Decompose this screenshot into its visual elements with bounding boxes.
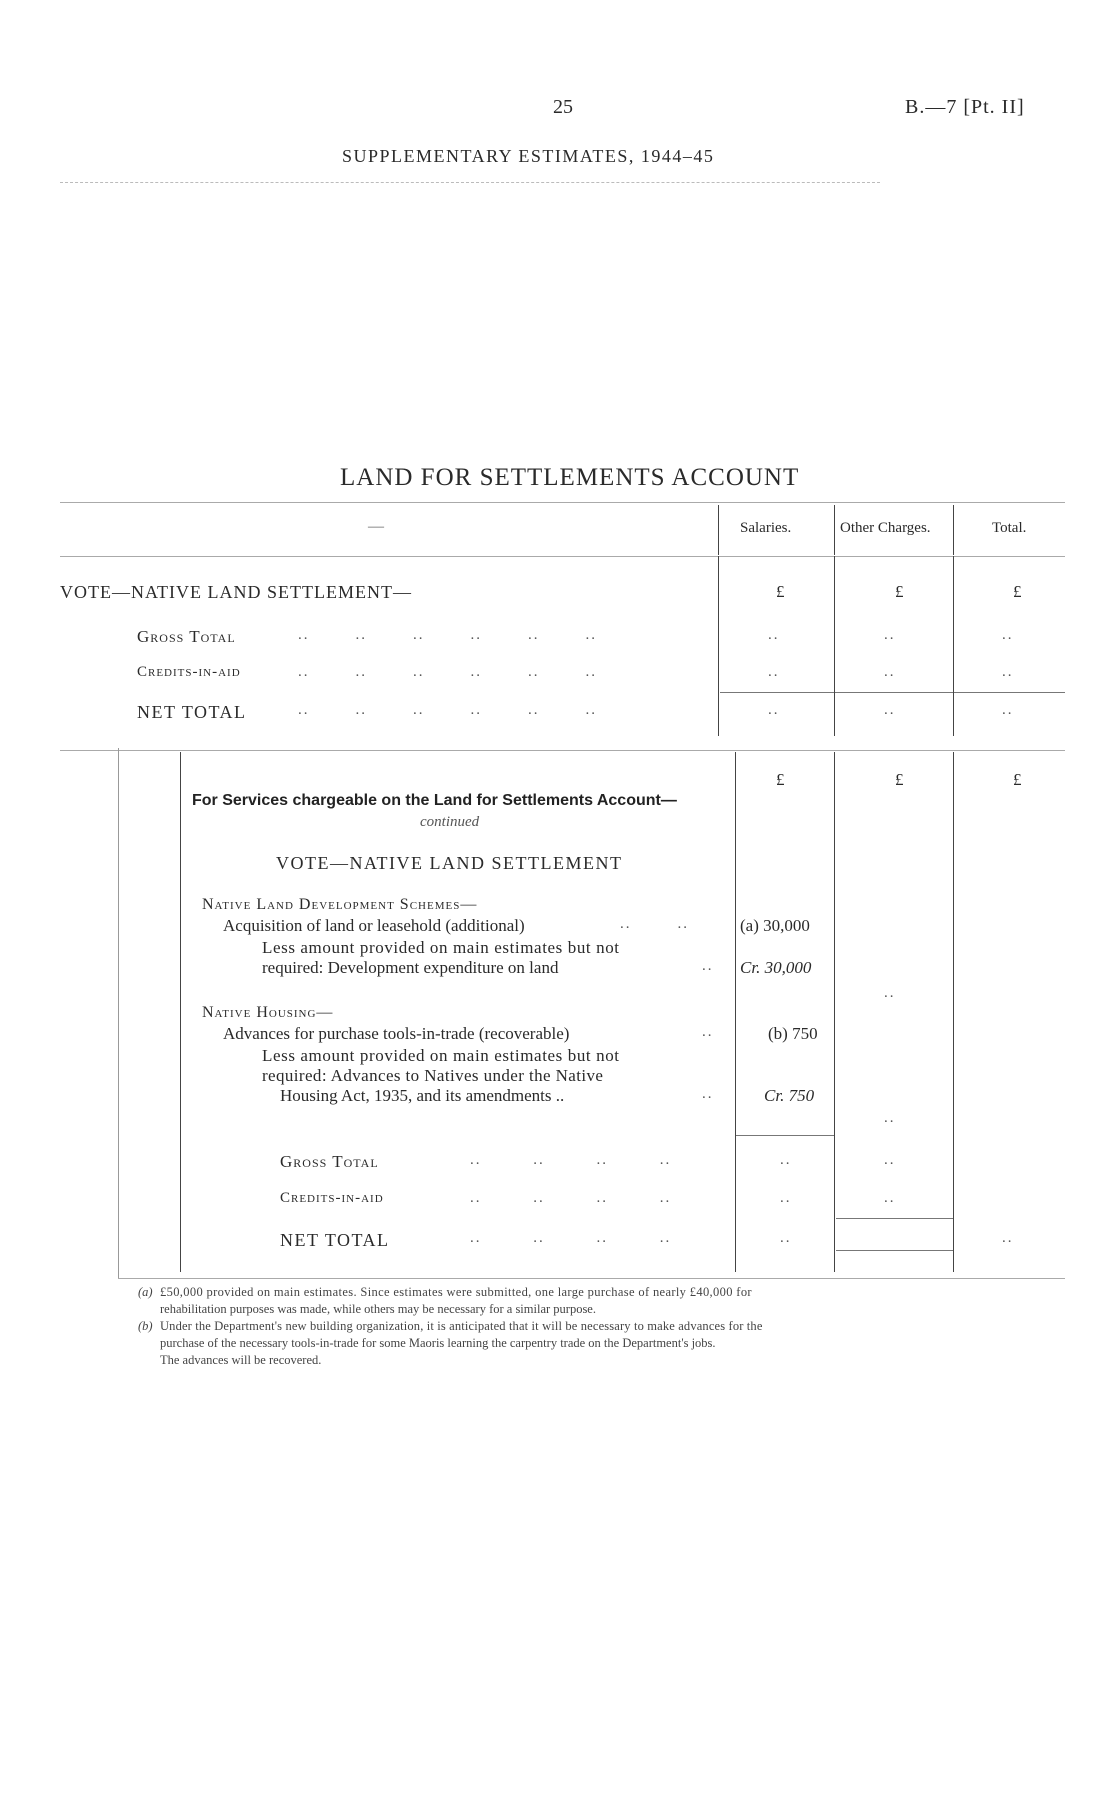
footnote-b-line1: Under the Department's new building organization, it is anticipated that it will be necessary to make advances for the (160, 1319, 763, 1333)
credits-other: .. (884, 664, 896, 680)
salaries-currency-2: £ (776, 770, 785, 789)
total-currency: £ (1013, 582, 1022, 601)
gross-other: .. (884, 627, 896, 643)
page-subtitle: SUPPLEMENTARY ESTIMATES, 1944–45 (342, 146, 715, 166)
advances-label: Advances for purchase tools-in-trade (recoverable) (223, 1024, 570, 1043)
gross-total: .. (1002, 627, 1014, 643)
credits-other-2: .. (884, 1190, 896, 1206)
header-rule (60, 182, 880, 183)
less2-value: Cr. 750 (764, 1086, 815, 1105)
footnote-b-marker: (b) (138, 1319, 153, 1333)
credits-in-aid-label-2: Credits-in-aid (280, 1190, 384, 1206)
less2-line1: Less amount provided on main estimates but not (262, 1046, 620, 1065)
gross-total-label: Gross Total (137, 627, 236, 646)
header-total: Total. (992, 520, 1027, 536)
footnote-b-line2: purchase of the necessary tools-in-trade for some Maoris learning the carpentry trade on the Department's jobs. (160, 1336, 716, 1350)
gross-salaries: .. (768, 627, 780, 643)
net-other: .. (884, 702, 896, 718)
section-title: LAND FOR SETTLEMENTS ACCOUNT (340, 464, 800, 491)
credits-salaries: .. (768, 664, 780, 680)
services-title: For Services chargeable on the Land for Settlements Account— (192, 792, 677, 809)
vote-label: VOTE—NATIVE LAND SETTLEMENT— (60, 582, 412, 602)
gross-other-2: .. (884, 1152, 896, 1168)
net-total-2: .. (1002, 1230, 1014, 1246)
net-salaries: .. (768, 702, 780, 718)
net-salaries-2: .. (780, 1230, 792, 1246)
acquisition-label: Acquisition of land or leasehold (additional) (223, 916, 525, 935)
gross-salaries-2: .. (780, 1152, 792, 1168)
header-salaries: Salaries. (740, 520, 792, 536)
housing-heading: Native Housing— (202, 1004, 334, 1021)
header-blank: — (368, 518, 384, 535)
document-ref: B.—7 [Pt. II] (905, 96, 1025, 118)
acquisition-value: (a) 30,000 (740, 916, 810, 935)
gross-total-label-2: Gross Total (280, 1152, 379, 1171)
less1-line1: Less amount provided on main estimates but not (262, 938, 620, 957)
less1-value: Cr. 30,000 (740, 958, 812, 977)
less2-line3: Housing Act, 1935, and its amendments .. (280, 1086, 565, 1105)
credits-in-aid-label: Credits-in-aid (137, 664, 241, 680)
other-currency-2: £ (895, 770, 904, 789)
credits-salaries-2: .. (780, 1190, 792, 1206)
credits-total: .. (1002, 664, 1014, 680)
net-total-label: NET TOTAL (137, 702, 247, 722)
page-number: 25 (553, 96, 573, 118)
less1-line2: required: Development expenditure on land (262, 958, 559, 977)
advances-value: (b) 750 (768, 1024, 818, 1043)
footnote-b-line3: The advances will be recovered. (160, 1353, 322, 1367)
schemes-heading: Native Land Development Schemes— (202, 896, 478, 913)
vote-heading: VOTE—NATIVE LAND SETTLEMENT (276, 853, 623, 873)
footnote-a-marker: (a) (138, 1285, 153, 1299)
less2-line2: required: Advances to Natives under the Native (262, 1066, 604, 1085)
continued-label: continued (420, 814, 480, 830)
salaries-currency: £ (776, 582, 785, 601)
total-currency-2: £ (1013, 770, 1022, 789)
net-total-label-2: NET TOTAL (280, 1230, 390, 1250)
other-currency: £ (895, 582, 904, 601)
footnote-a-line1: £50,000 provided on main estimates. Since estimates were submitted, one large purchase of nearly £40,000 for (160, 1285, 752, 1299)
net-total: .. (1002, 702, 1014, 718)
footnote-a-line2: rehabilitation purposes was made, while others may be necessary for a similar purpose. (160, 1302, 596, 1316)
header-other-charges: Other Charges. (840, 520, 931, 536)
